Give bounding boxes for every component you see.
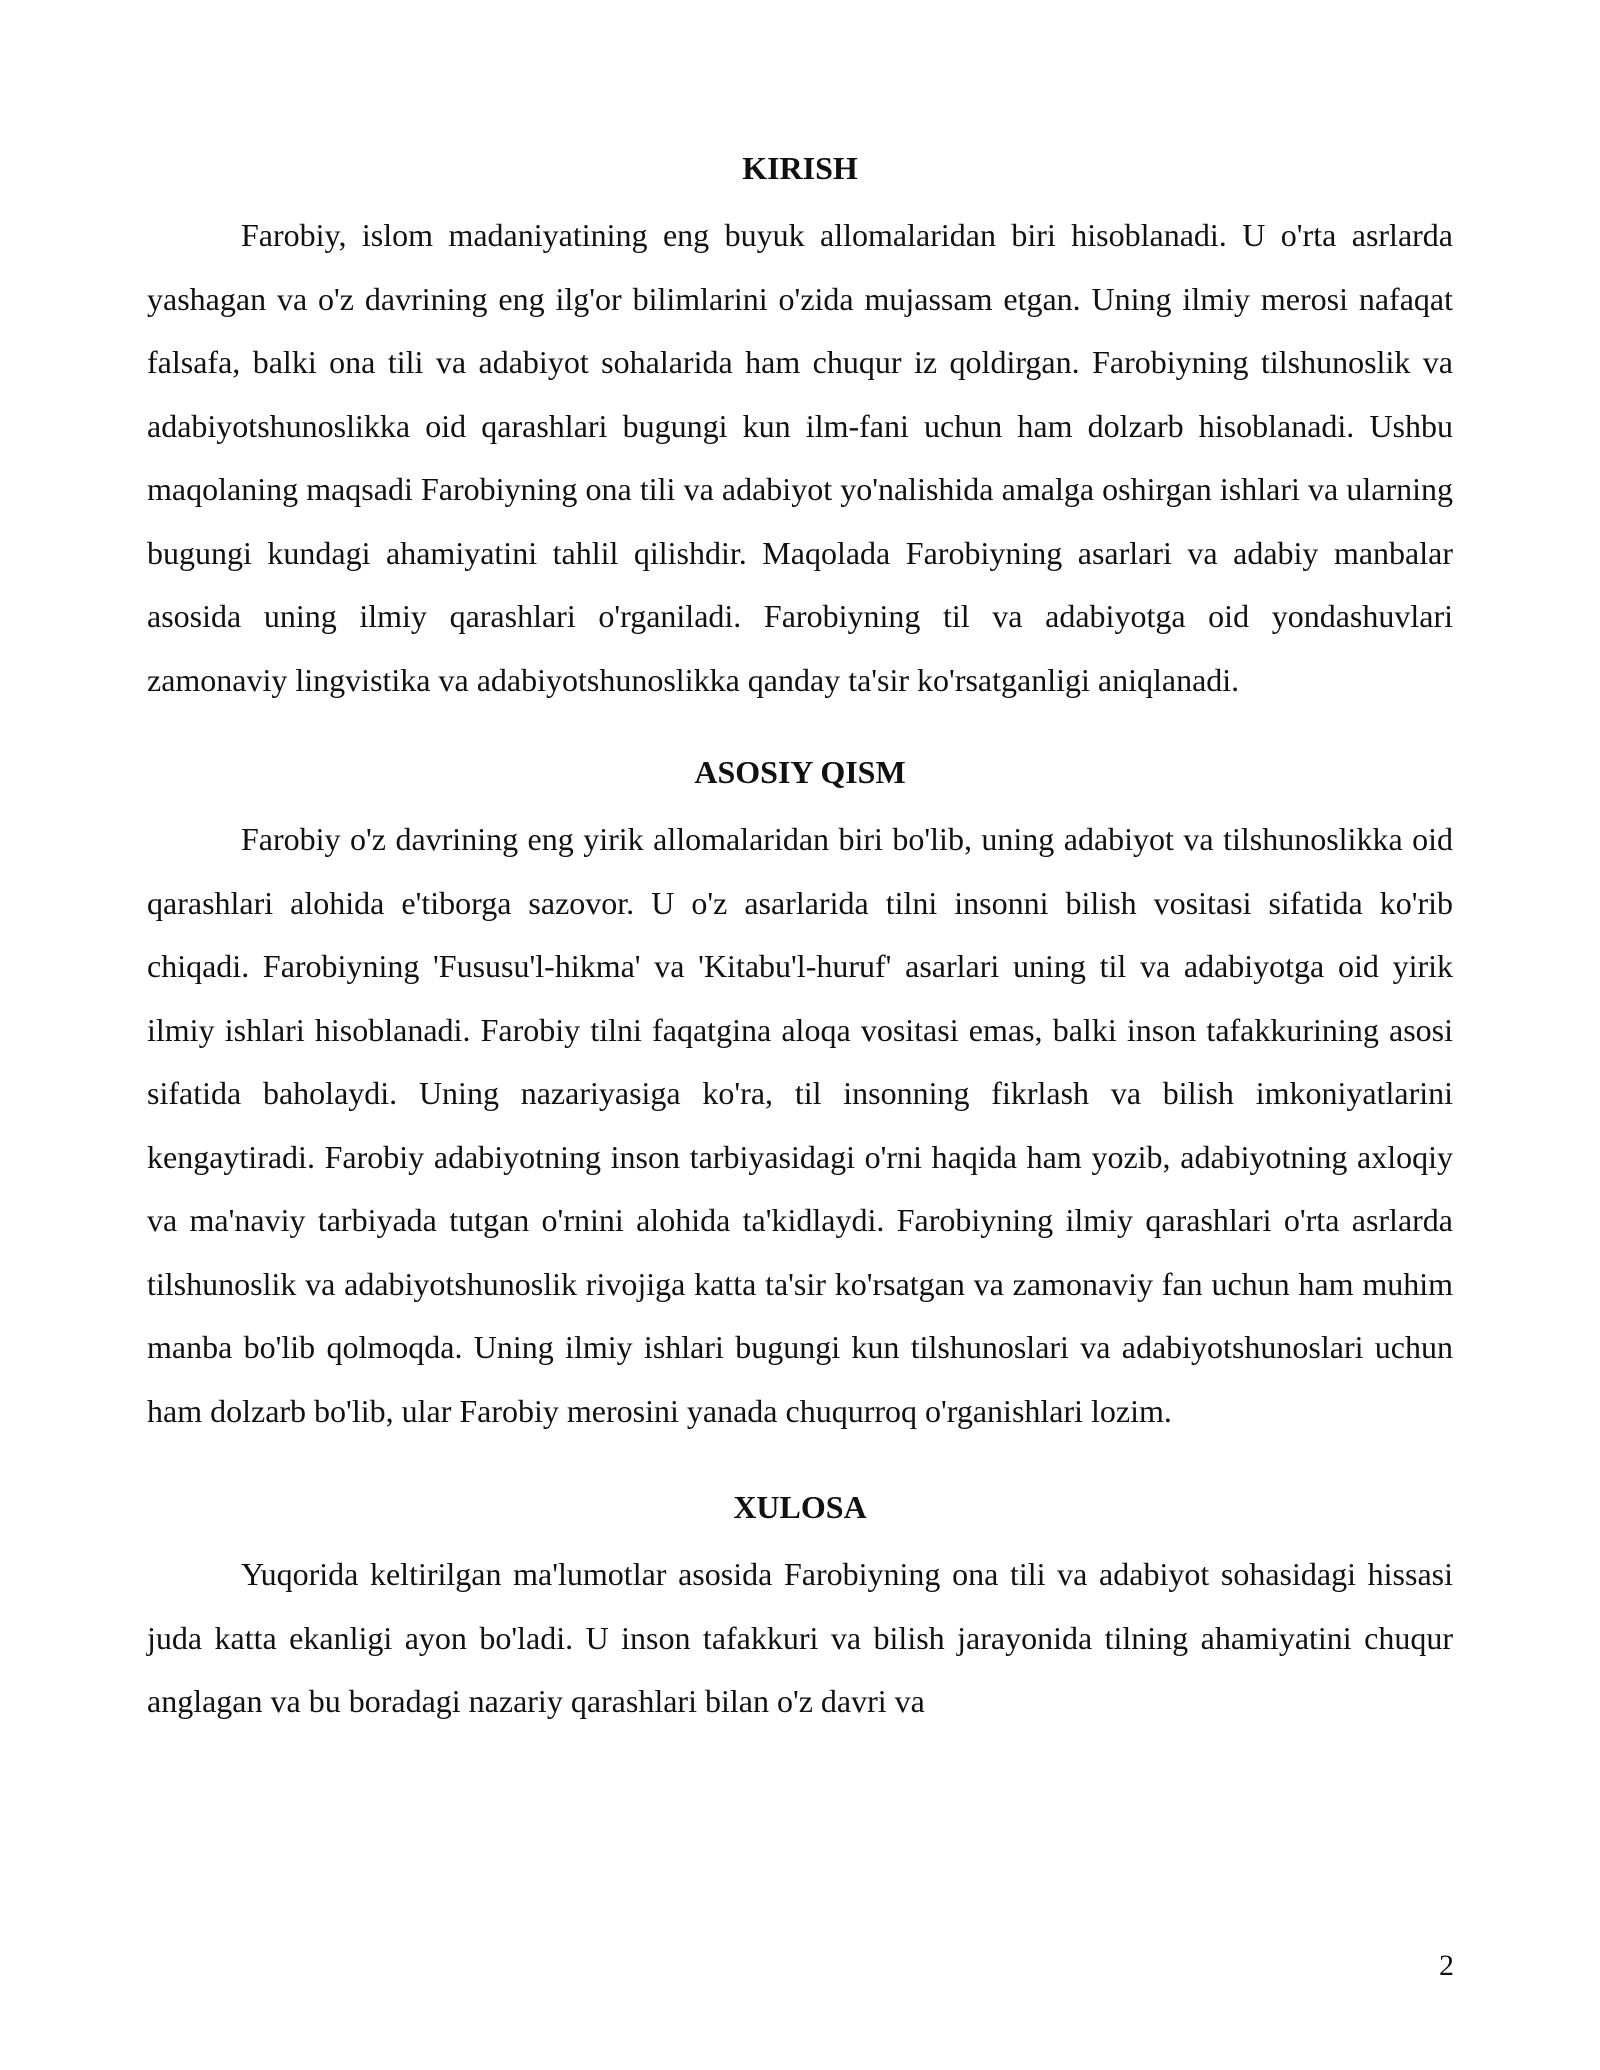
paragraph-kirish: Farobiy, islom madaniyatining eng buyuk allomalaridan biri hisoblanadi. U o'rta asrlarda yashagan va o'z davrining eng ilg'or bilimlarini o'zida mujassam etgan. Uning ilmiy merosi nafaqat falsafa, balki ona tili va adabiyot sohalarida ham chuqur iz qoldirgan. Farobiyning tilshunoslik va adabiyotshunoslikka oid qarashlari bugungi kun ilm-fani uchun ham dolzarb hisoblanadi. Ushbu maqolaning maqsadi Farobiyning ona tili va adabiyot yo'nalishida amalga oshirgan ishlari va ularning bugungi kundagi ahamiyatini tahlil qilishdir. Maqolada Farobiyning asarlari va adabiy manbalar asosida uning ilmiy qarashlari o'rganiladi. Farobiyning til va adabiyotga oid yondashuvlari zamonaviy lingvistika va adabiyotshunoslikka qanday ta'sir ko'rsatganligi aniqlanadi. — [147, 217, 1453, 698]
heading-kirish: KIRISH — [742, 150, 858, 186]
heading-xulosa: XULOSA — [733, 1489, 867, 1525]
paragraph-asosiy-qism: Farobiy o'z davrining eng yirik allomalaridan biri bo'lib, uning adabiyot va tilshunoslikka oid qarashlari alohida e'tiborga sazovor. U o'z asarlarida tilni insonni bilish vositasi sifatida ko'rib chiqadi. Farobiyning 'Fususu'l-hikma' va 'Kitabu'l-huruf' asarlari uning til va adabiyotga oid yirik ilmiy ishlari hisoblanadi. Farobiy tilni faqatgina aloqa vositasi emas, balki inson tafakkurining asosi sifatida baholaydi. Uning nazariyasiga ko'ra, til insonning fikrlash va bilish imkoniyatlarini kengaytiradi. Farobiy adabiyotning inson tarbiyasidagi o'rni haqida ham yozib, adabiyotning axloqiy va ma'naviy tarbiyada tutgan o'rnini alohida ta'kidlaydi. Farobiyning ilmiy qarashlari o'rta asrlarda tilshunoslik va adabiyotshunoslik rivojiga katta ta'sir ko'rsatgan va zamonaviy fan uchun ham muhim manba bo'lib qolmoqda. Uning ilmiy ishlari bugungi kun tilshunoslari va adabiyotshunoslari uchun ham dolzarb bo'lib, ular Farobiy merosini yanada chuqurroq o'rganishlari lozim. — [147, 821, 1453, 1429]
page-number: 2 — [1439, 1949, 1454, 1982]
paragraph-xulosa: Yuqorida keltirilgan ma'lumotlar asosida Farobiyning ona tili va adabiyot sohasidagi hissasi juda katta ekanligi ayon bo'ladi. U inson tafakkuri va bilish jarayonida tilning ahamiyatini chuqur anglagan va bu boradagi nazariy qarashlari bilan o'z davri va — [147, 1556, 1453, 1719]
heading-asosiy-qism: ASOSIY QISM — [694, 754, 906, 790]
document-page — [147, 148, 1453, 1734]
